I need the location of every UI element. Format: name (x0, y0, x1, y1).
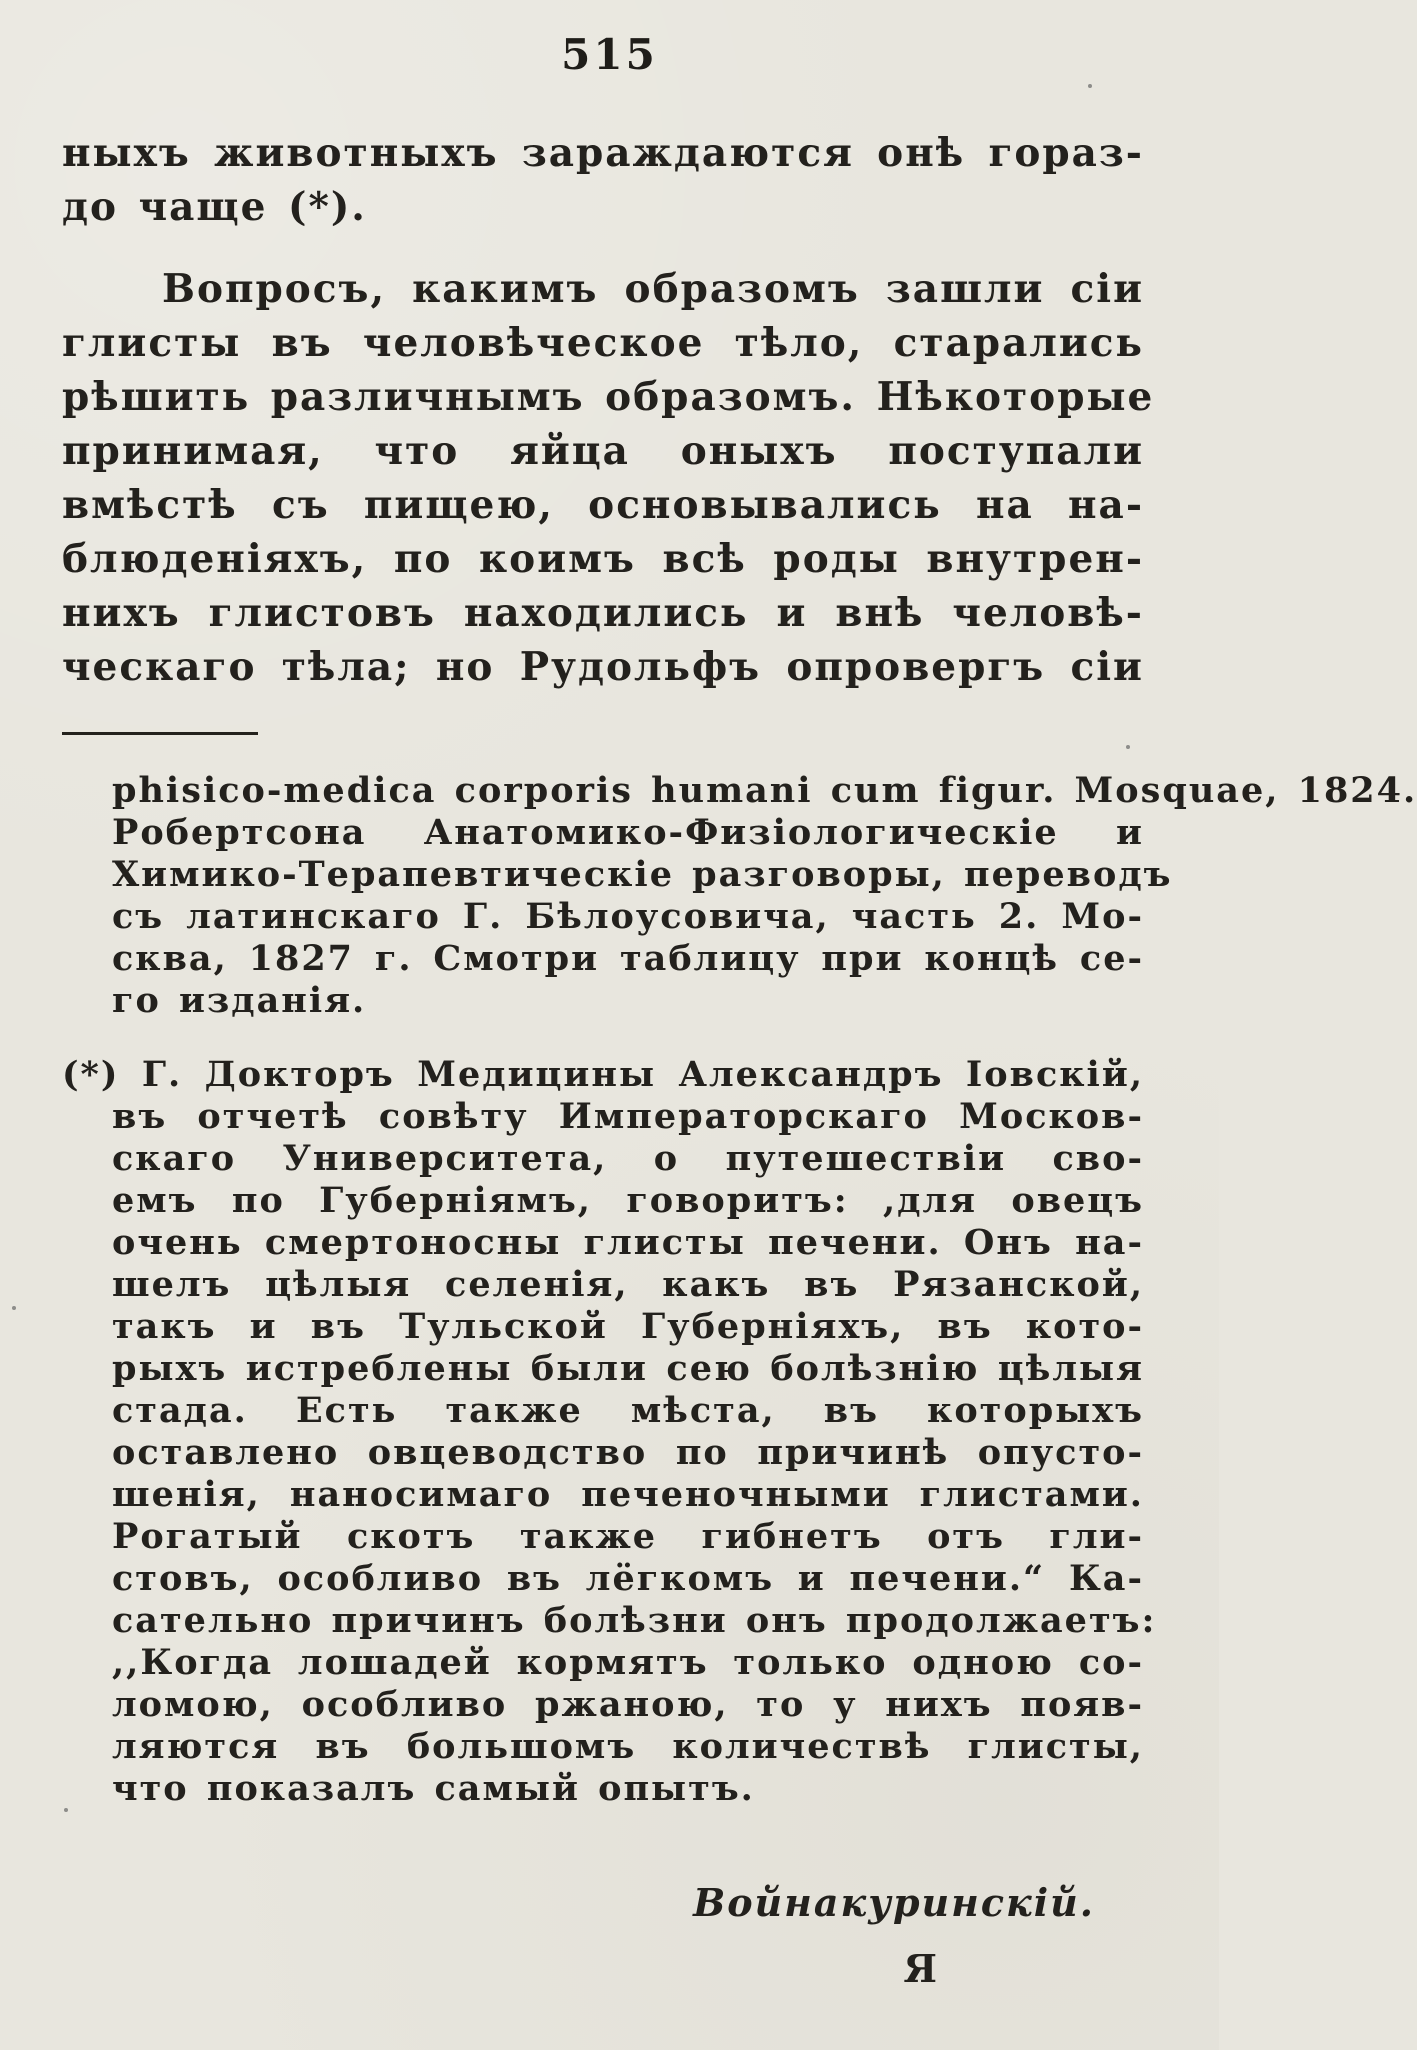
main-text-line: принимая, что яйца оныхъ поступали (62, 428, 1144, 474)
main-text-line: блюденіяхъ, по коимъ всѣ роды внутрен- (62, 536, 1144, 582)
paper-speck (1088, 84, 1092, 88)
footnote-line: что показалъ самый опытъ. (112, 1768, 755, 1809)
main-text-line: рѣшить различнымъ образомъ. Нѣкоторые (62, 374, 1155, 420)
footnote-line: съ латинскаго Г. Бѣлоусовича, часть 2. Мо- (112, 896, 1144, 937)
footnote-line: стада. Есть также мѣста, въ которыхъ (112, 1390, 1144, 1431)
footnote-line: ломою, особливо ржаною, то у нихъ появ- (112, 1684, 1144, 1725)
footnote-continuation (62, 770, 1417, 1022)
footnote-asterisk (62, 1054, 1157, 1810)
footnote-line: емъ по Губерніямъ, говоритъ: ,для овецъ (112, 1180, 1144, 1221)
paper-speck (64, 1808, 68, 1812)
footnote-line: шелъ цѣлыя селенія, какъ въ Рязанской, (112, 1264, 1144, 1305)
footnote-line: Робертсона Анатомико-Физіологическіе и (112, 812, 1144, 853)
footnote-line: Химико-Терапевтическіе разговоры, переводъ (112, 854, 1173, 895)
main-text-line: ныхъ животныхъ зараждаются онѣ горaз- (62, 130, 1144, 176)
footnote-line: рыхъ истреблены были сею болѣзнію цѣлыя (112, 1348, 1144, 1389)
footnote-line: сква, 1827 г. Смотри таблицу при концѣ се- (112, 938, 1144, 979)
footnote-line: въ отчетѣ совѣту Императорскаго Москов- (112, 1096, 1144, 1137)
footnote-divider (62, 732, 258, 735)
main-text-line: нихъ глистовъ находились и внѣ человѣ- (62, 590, 1144, 636)
paper-speck (12, 1306, 16, 1310)
page-number: 515 (561, 30, 658, 79)
footnote-line: (*) Г. Докторъ Медицины Александръ Іовскій, (62, 1054, 1144, 1095)
catchword: Я (903, 1946, 937, 1991)
footnote-line: такъ и въ Тульской Губерніяхъ, въ кото- (112, 1306, 1144, 1347)
footnote-line: очень смертоносны глисты печени. Онъ на- (112, 1222, 1144, 1263)
footnote-line: го изданія. (112, 980, 367, 1021)
footnote-line: скаго Университета, о путешествіи сво- (112, 1138, 1144, 1179)
paragraph-spacer (62, 234, 1144, 262)
footnote-line: сательно причинъ болѣзни онъ продолжаетъ: (112, 1600, 1157, 1641)
footnote-line: шенія, наносимаго печеночными глистами. (112, 1474, 1144, 1515)
main-text-line: до чаще (*). (62, 184, 367, 230)
footnote-line: оставлено овцеводство по причинѣ опусто- (112, 1432, 1144, 1473)
footnote-line: ляются въ большомъ количествѣ глисты, (112, 1726, 1144, 1767)
footnote-line: phisico-medica corporis humani cum figur. Mosquae, 1824. (112, 770, 1417, 811)
main-text-line: вмѣстѣ съ пищею, основывались на на- (62, 482, 1144, 528)
main-text-line: ческаго тѣла; но Рудольфъ опровергъ сіи (62, 644, 1144, 690)
author-signature: Войнакуринскій. (693, 1880, 1095, 1925)
footnote-line: ,,Когда лошадей кормятъ только одною со- (112, 1642, 1144, 1683)
main-text-block (62, 126, 1155, 694)
paper-speck (1126, 745, 1130, 749)
footnote-line: Рогатый скотъ также гибнетъ отъ гли- (112, 1516, 1144, 1557)
main-text-line: Вопросъ, какимъ образомъ зашли сіи (162, 266, 1144, 312)
main-text-line: глисты въ человѣческое тѣло, старались (62, 320, 1144, 366)
footnote-line: стовъ, особливо въ лёгкомъ и печени.“ Ка- (112, 1558, 1144, 1599)
